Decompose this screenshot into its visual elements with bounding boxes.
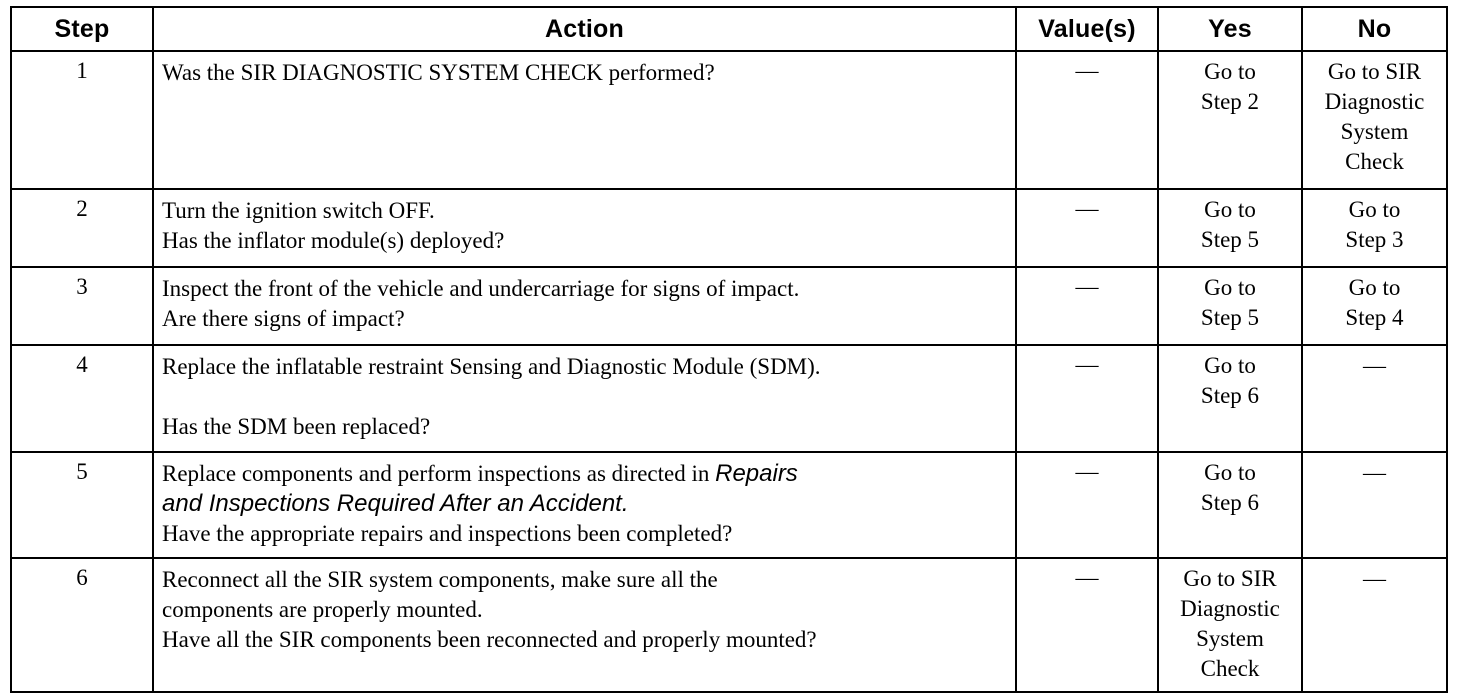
action-cell [153, 267, 1016, 345]
header-no: No [1302, 7, 1447, 51]
action-text: Are there signs of impact? [162, 306, 405, 331]
action-text: Replace the inflatable restraint Sensing and Diagnostic Module (SDM). [162, 354, 821, 379]
no-text: System [1340, 119, 1409, 144]
step-number: 1 [11, 51, 153, 189]
action-text: Have all the SIR components been reconnected and properly mounted? [162, 627, 817, 652]
no-text: Step 3 [1345, 227, 1404, 252]
yes-cell [1158, 345, 1302, 452]
step-number: 3 [11, 267, 153, 345]
action-text: Reconnect all the SIR system components, make sure all the [162, 567, 718, 592]
no-cell: — [1302, 558, 1447, 692]
table-row [11, 189, 1447, 267]
action-cell [153, 452, 1016, 558]
no-text: Step 4 [1345, 305, 1404, 330]
action-text: components are properly mounted. [162, 597, 483, 622]
value-cell: — [1016, 558, 1158, 692]
yes-text: Step 6 [1200, 383, 1260, 408]
action-line [162, 489, 1007, 519]
yes-text: Go to [1204, 275, 1256, 300]
no-text: Go to [1348, 197, 1401, 222]
step-number: 4 [11, 345, 153, 452]
header-row [11, 7, 1447, 51]
yes-text: Go to [1204, 460, 1256, 485]
no-text: Check [1345, 149, 1404, 174]
spacer [162, 382, 1007, 412]
no-cell [1302, 189, 1447, 267]
table-row [11, 345, 1447, 452]
yes-cell [1158, 452, 1302, 558]
action-cell [153, 51, 1016, 189]
no-text: Go to [1348, 275, 1401, 300]
header-values: Value(s) [1016, 7, 1158, 51]
no-cell: — [1302, 452, 1447, 558]
header-yes: Yes [1158, 7, 1302, 51]
value-cell: — [1016, 452, 1158, 558]
no-cell [1302, 267, 1447, 345]
yes-text: System [1196, 626, 1264, 651]
yes-text: Go to [1204, 197, 1256, 222]
manual-reference: Repairs [715, 460, 798, 487]
action-cell [153, 189, 1016, 267]
no-cell: — [1302, 345, 1447, 452]
action-text: Has the SDM been replaced? [162, 414, 431, 439]
value-cell: — [1016, 345, 1158, 452]
yes-text: Go to [1204, 353, 1256, 378]
diagnostic-table [10, 6, 1448, 693]
yes-text: Step 6 [1200, 490, 1260, 515]
no-text: Diagnostic [1324, 89, 1425, 114]
yes-text: Step 5 [1200, 227, 1260, 252]
action-text: Turn the ignition switch OFF. [162, 198, 435, 223]
action-text: Has the inflator module(s) deployed? [162, 228, 505, 253]
yes-cell [1158, 189, 1302, 267]
table-row [11, 452, 1447, 558]
yes-text: Check [1200, 656, 1260, 681]
yes-cell [1158, 267, 1302, 345]
yes-text: Diagnostic [1180, 596, 1280, 621]
action-text: Inspect the front of the vehicle and undercarriage for signs of impact. [162, 276, 800, 301]
action-cell [153, 345, 1016, 452]
action-text: Have the appropriate repairs and inspections been completed? [162, 521, 733, 546]
value-cell: — [1016, 267, 1158, 345]
action-text: . [621, 490, 629, 517]
yes-text: Step 5 [1200, 305, 1260, 330]
table-row [11, 51, 1447, 189]
yes-text: Go to SIR [1183, 566, 1277, 591]
yes-text: Step 2 [1200, 89, 1260, 114]
manual-reference: and Inspections Required After an Accident [162, 490, 622, 517]
yes-cell [1158, 51, 1302, 189]
header-step: Step [11, 7, 153, 51]
yes-text: Go to [1204, 59, 1256, 84]
step-number: 6 [11, 558, 153, 692]
value-cell: — [1016, 51, 1158, 189]
action-line [162, 459, 1007, 489]
action-text: Was the SIR DIAGNOSTIC SYSTEM CHECK performed? [162, 60, 715, 85]
value-cell: — [1016, 189, 1158, 267]
no-cell [1302, 51, 1447, 189]
step-number: 5 [11, 452, 153, 558]
step-number: 2 [11, 189, 153, 267]
table-row [11, 267, 1447, 345]
action-text: Replace components and perform inspections as directed in [162, 461, 716, 486]
no-text: Go to SIR [1327, 59, 1422, 84]
header-action: Action [153, 7, 1016, 51]
